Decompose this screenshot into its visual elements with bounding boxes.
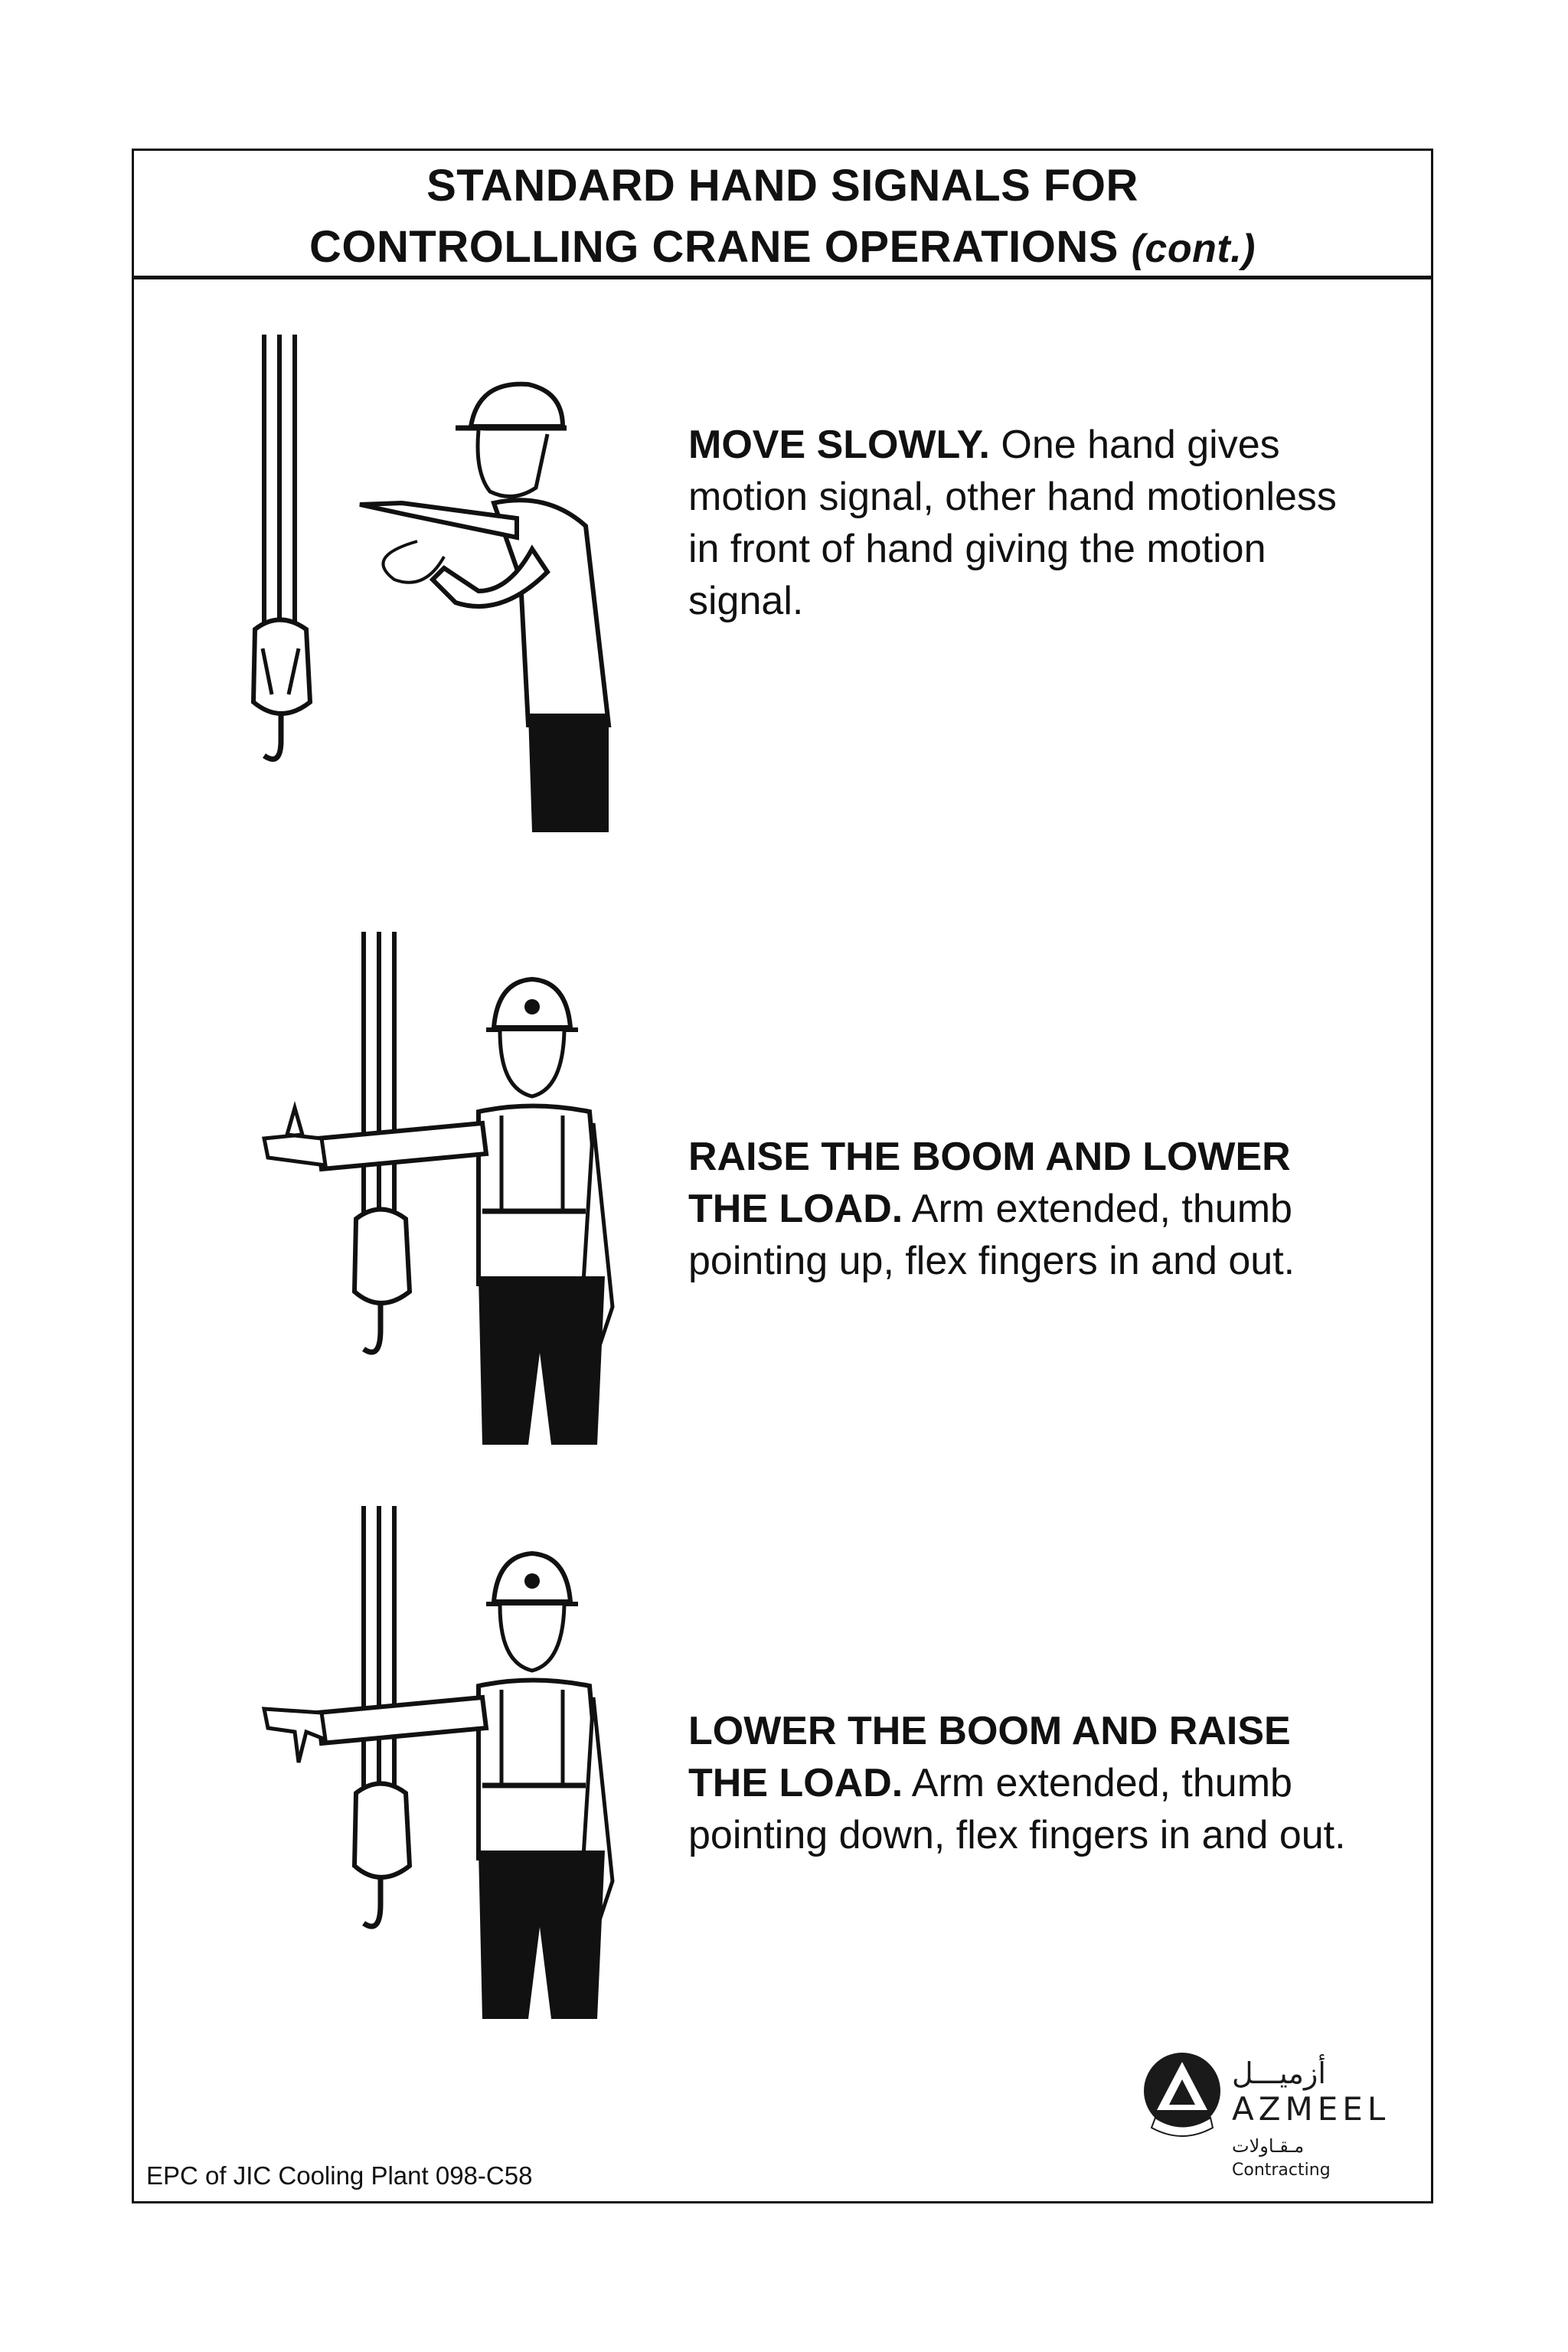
signal-text-1: One hand gives motion signal, other hand motionless in front of hand giving the motion signal. (688, 423, 1337, 623)
sheet-header (134, 151, 1431, 279)
signal-sheet (132, 149, 1433, 2203)
signal-title-1: MOVE SLOWLY. (688, 423, 990, 467)
signal-text-2: Arm extended, thumb pointing up, flex fingers in and out. (688, 1187, 1295, 1283)
signal-panel-raise-boom (134, 924, 1431, 1445)
logo-arabic-name: أزميـــل (1232, 2056, 1326, 2090)
signal-description-3 (688, 1705, 1377, 1861)
signal-description-2 (688, 1131, 1377, 1287)
azmeel-logo (1140, 2037, 1416, 2190)
azmeel-logo-icon (1140, 2037, 1416, 2190)
signalman-figure-icon (180, 924, 762, 1445)
signal-title-3: LOWER THE BOOM AND RAISE THE LOAD. (688, 1709, 1291, 1805)
title-main: CONTROLLING CRANE OPERATIONS (309, 222, 1119, 272)
title-line-2 (134, 217, 1431, 279)
signal-panel-lower-boom (134, 1498, 1431, 2019)
logo-name: AZMEEL (1232, 2090, 1390, 2128)
title-line-1: STANDARD HAND SIGNALS FOR (426, 161, 1138, 211)
logo-sub: Contracting (1232, 2161, 1331, 2180)
title-cont: (cont.) (1131, 227, 1256, 271)
signal-title-2: RAISE THE BOOM AND LOWER THE LOAD. (688, 1135, 1291, 1231)
logo-arabic-sub: مـقـاولات (1232, 2135, 1305, 2157)
signal-panel-move-slowly (134, 327, 1431, 832)
signalman-figure-icon (226, 327, 716, 832)
signal-text-3: Arm extended, thumb pointing down, flex fingers in and out. (688, 1761, 1346, 1857)
project-reference: EPC of JIC Cooling Plant 098-C58 (146, 2161, 533, 2190)
signalman-figure-icon (180, 1498, 762, 2019)
signal-description-1 (688, 419, 1377, 627)
